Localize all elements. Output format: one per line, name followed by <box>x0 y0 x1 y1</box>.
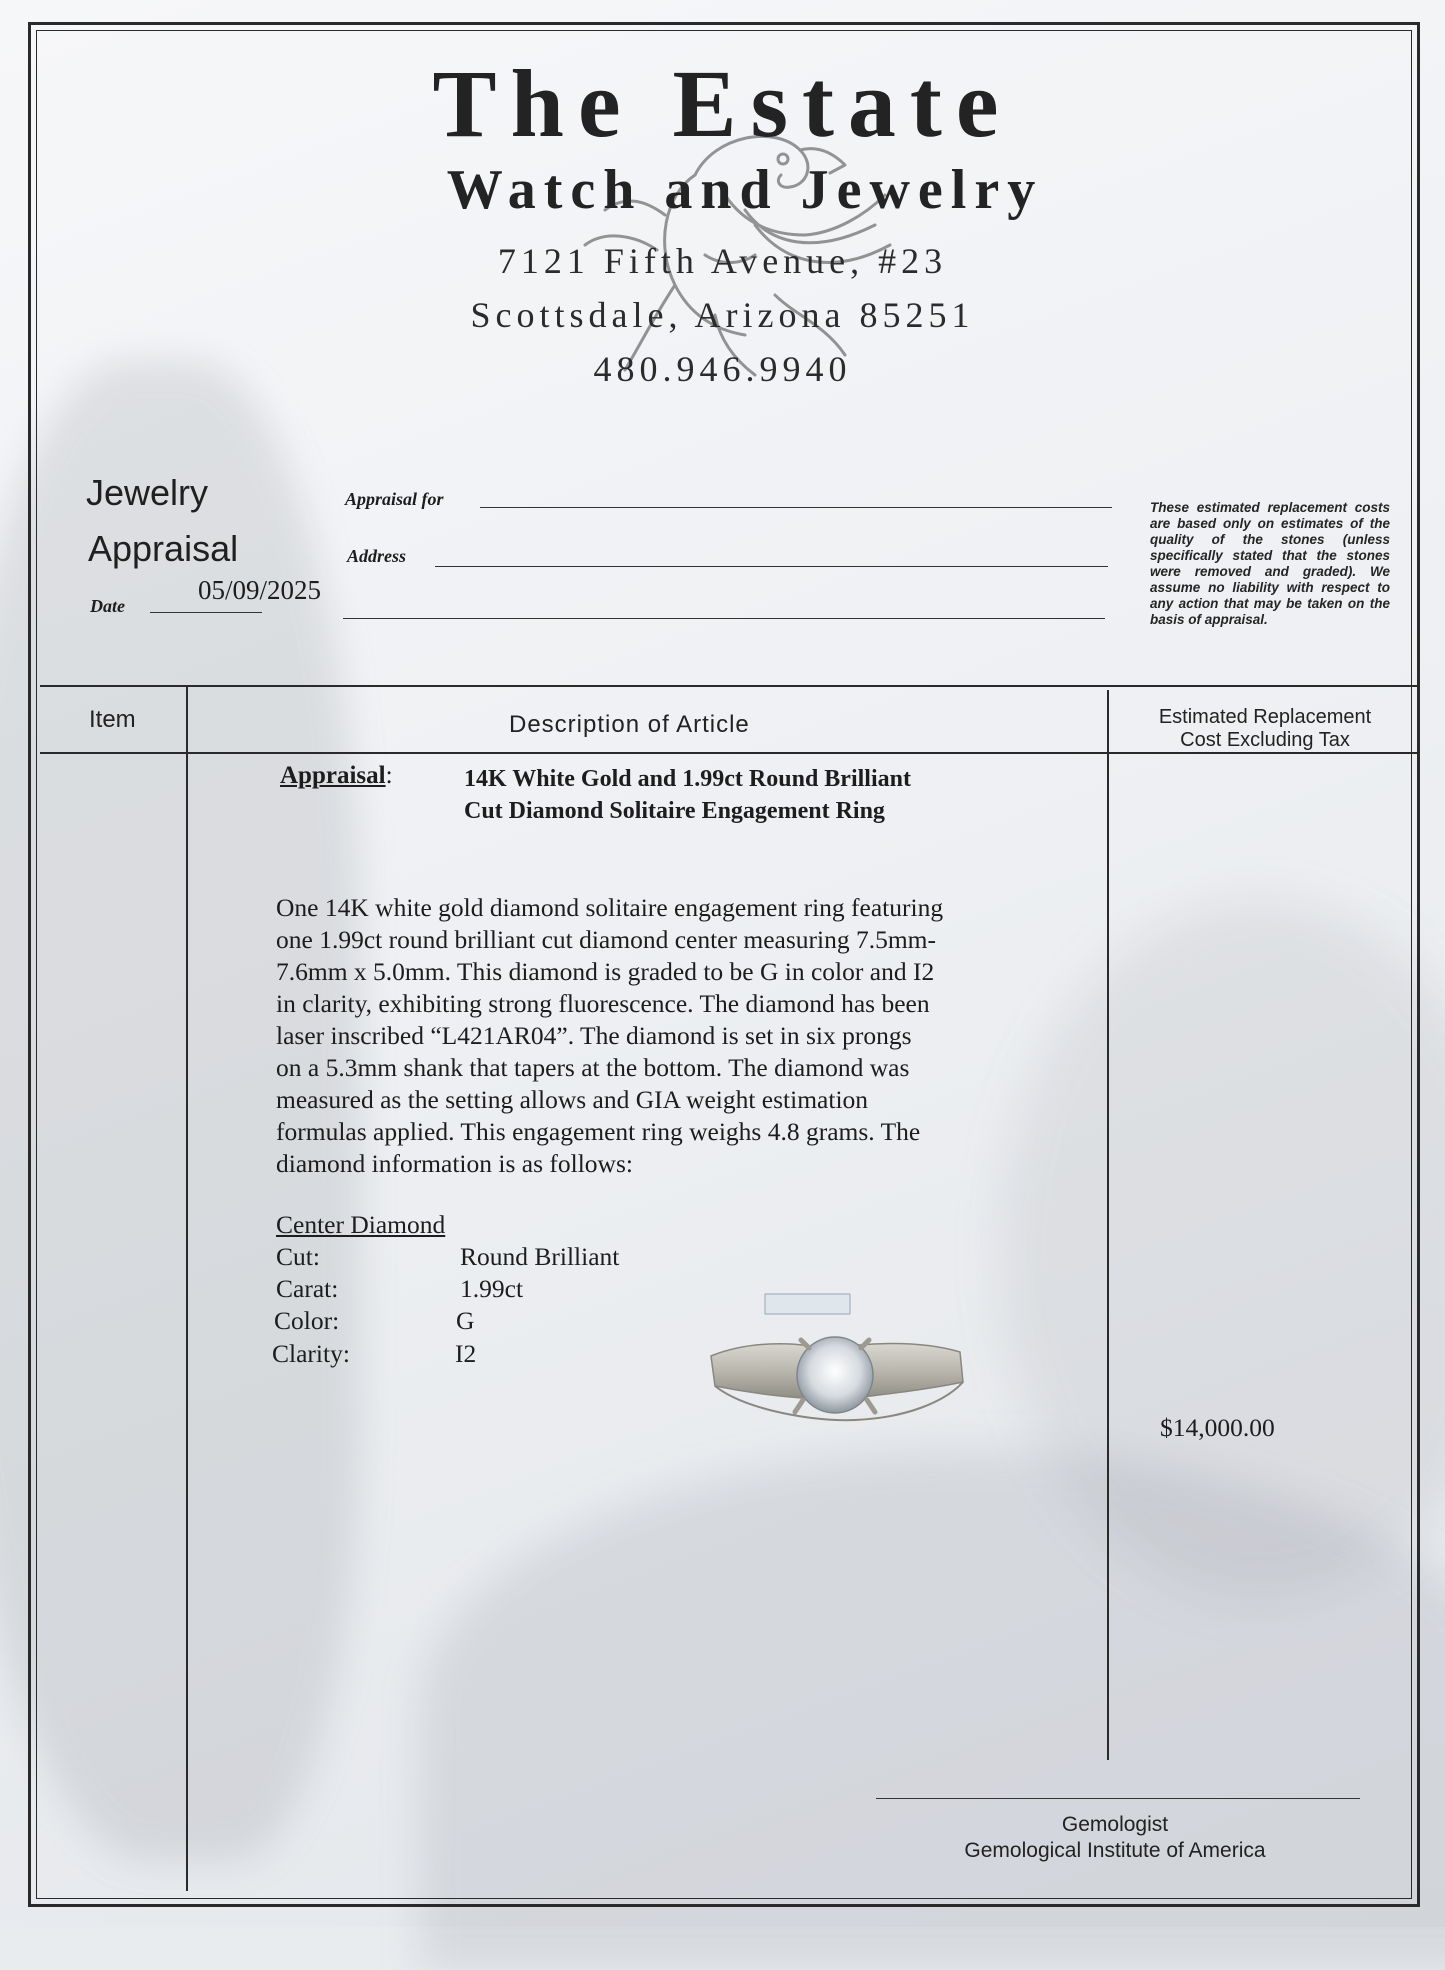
description-line: formulas applied. This engagement ring weighs 4.8 grams. The <box>276 1117 921 1146</box>
description-line: diamond information is as follows: <box>276 1149 633 1178</box>
store-address-line2: Scottsdale, Arizona 85251 <box>470 295 975 335</box>
spec-value-color: G <box>456 1306 475 1335</box>
appraisal-label-wrap <box>280 762 393 790</box>
article-description <box>276 892 1076 1180</box>
signature-block <box>900 1812 1330 1864</box>
cost-header-line1: Estimated Replacement <box>1158 706 1372 728</box>
spec-value-clarity: I2 <box>455 1339 477 1368</box>
appraisal-for-label: Appraisal for <box>345 489 444 509</box>
item-column-header: Item <box>89 706 136 733</box>
store-phone: 480.946.9940 <box>593 349 852 389</box>
specs-heading: Center Diamond <box>276 1210 446 1239</box>
description-line: One 14K white gold diamond solitaire engagement ring featuring <box>276 893 944 922</box>
date-line <box>150 612 262 613</box>
form-title-line1: Jewelry <box>86 472 209 513</box>
description-line: 7.6mm x 5.0mm. This diamond is graded to be G in color and I2 <box>276 957 935 986</box>
spec-label-cut: Cut: <box>276 1242 320 1271</box>
spec-label-clarity: Clarity: <box>272 1339 350 1368</box>
description-line: measured as the setting allows and GIA weight estimation <box>276 1085 869 1114</box>
signature-institute: Gemological Institute of America <box>964 1839 1266 1862</box>
signature-title: Gemologist <box>1061 1813 1169 1836</box>
replacement-cost-value: $14,000.00 <box>1160 1413 1275 1442</box>
cost-header-line2: Cost Excluding Tax <box>1180 729 1350 751</box>
table-top-line <box>40 685 1420 687</box>
description-column-header: Description of Article <box>509 711 750 738</box>
ring-photo-icon <box>705 1290 970 1440</box>
table-header-line <box>40 752 1420 754</box>
date-label: Date <box>90 596 125 616</box>
appraisal-label-colon: : <box>385 762 393 789</box>
disclaimer-text: These estimated replacement costs are based only on estimates of the quality of the stones (unless specifically stated that the stones were removed and graded). We assume no liability with respect to any action that may be taken on the basis of appraisal. <box>1150 500 1390 627</box>
description-line: one 1.99ct round brilliant cut diamond center measuring 7.5mm- <box>276 925 936 954</box>
spec-label-carat: Carat: <box>276 1274 339 1303</box>
item-column-divider <box>186 686 188 1891</box>
store-name: The Estate <box>432 50 1013 157</box>
cost-column-header <box>1125 706 1405 752</box>
address-label: Address <box>347 546 407 566</box>
description-line: in clarity, exhibiting strong fluorescence. The diamond has been <box>276 989 930 1018</box>
store-subtitle: Watch and Jewelry <box>446 159 1044 221</box>
signature-line <box>876 1798 1360 1799</box>
address-line <box>435 566 1108 567</box>
article-title-line1: 14K White Gold and 1.99ct Round Brilliant <box>464 766 911 792</box>
date-value: 05/09/2025 <box>198 575 322 605</box>
spec-label-color: Color: <box>274 1306 340 1335</box>
appraisal-for-line <box>480 507 1112 508</box>
article-title <box>464 763 911 827</box>
article-title-line2: Cut Diamond Solitaire Engagement Ring <box>464 798 885 824</box>
spec-value-cut: Round Brilliant <box>460 1242 620 1271</box>
description-line: on a 5.3mm shank that tapers at the bottom. The diamond was <box>276 1053 910 1082</box>
address-line-2 <box>343 618 1105 619</box>
appraisal-label: Appraisal <box>280 762 386 789</box>
cost-column-divider <box>1107 690 1109 1760</box>
store-address-line1: 7121 Fifth Avenue, #23 <box>497 241 948 281</box>
description-line: laser inscribed “L421AR04”. The diamond is set in six prongs <box>276 1021 912 1050</box>
form-title-line2: Appraisal <box>88 528 239 569</box>
spec-value-carat: 1.99ct <box>460 1274 524 1303</box>
